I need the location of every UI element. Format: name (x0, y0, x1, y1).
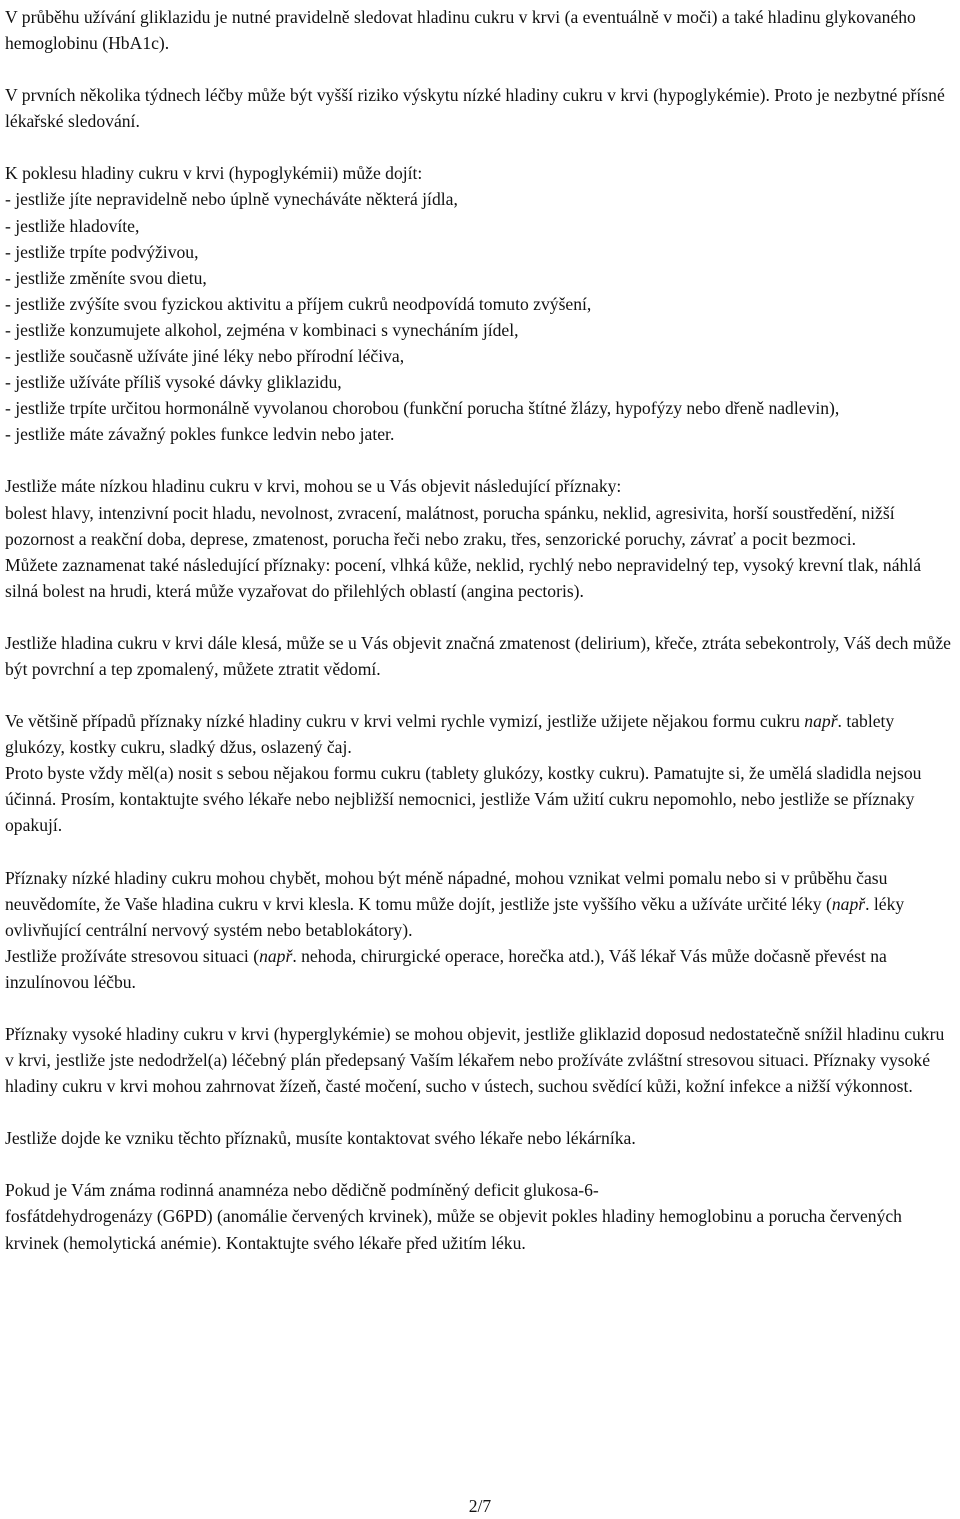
missing-symptoms-part: . léky ovlivňující centrální nervový systém nebo betablokátory). (5, 893, 905, 940)
section-sugar-remedy (5, 708, 955, 838)
list-item: - jestliže konzumujete alkohol, zejména v kombinaci s vynecháním jídel, (5, 319, 519, 340)
paragraph-contact-doctor: Jestliže dojde ke vzniku těchto příznaků, musíte kontaktovat svého lékaře nebo lékárníka. (5, 1128, 636, 1149)
section-hypoglycemia-symptoms (5, 473, 955, 603)
symptoms-additional: Můžete zaznamenat také následující příznaky: pocení, vlhká kůže, neklid, rychlý nebo nepravidelný tep, vysoký krevní tlak, náhlá silná bolest na hrudi, která může vyzařovat do přilehlých oblastí (angina pectoris). (5, 554, 922, 601)
list-item: - jestliže máte závažný pokles funkce ledvin nebo jater. (5, 424, 395, 445)
remedy-text (5, 708, 955, 760)
remedy-text-abbrev: např (804, 711, 838, 732)
symptoms-list-text: bolest hlavy, intenzivní pocit hladu, nevolnost, zvracení, malátnost, porucha spánku, neklid, agresivita, horší soustředění, nižší pozornost a reakční doba, deprese, zmatenost, porucha řeči nebo zraku, třes, senzorické poruchy, závrať a pocit bezmoci. (5, 502, 895, 549)
carry-sugar-text: Proto byste vždy měl(a) nosit s sebou nějakou formu cukru (tablety glukózy, kostky cukru). Pamatujte si, že umělá sladidla nejsou účinná. Prosím, kontaktujte svého lékaře nebo nejbližší nemocnici, jestliže Vám užití cukru nepomohlo, nebo jestliže se příznaky opakují. (5, 763, 922, 836)
list-item: - jestliže trpíte určitou hormonálně vyvolanou chorobou (funkční porucha štítné žlázy, hypofýzy nebo dřeně nadlevin), (5, 398, 840, 419)
section-hypoglycemia-causes (5, 160, 955, 447)
section-g6pd (5, 1177, 955, 1255)
section-missing-symptoms (5, 865, 955, 995)
list-item: - jestliže změníte svou dietu, (5, 267, 207, 288)
list-item: - jestliže užíváte příliš vysoké dávky gliklazidu, (5, 372, 342, 393)
symptoms-intro: Jestliže máte nízkou hladinu cukru v krvi, mohou se u Vás objevit následující příznaky: (5, 476, 622, 497)
paragraph-monitoring: V průběhu užívání gliklazidu je nutné pravidelně sledovat hladinu cukru v krvi (a eventuálně v moči) a také hladinu glykovaného hemoglobinu (HbA1c). (5, 7, 916, 54)
remedy-text-part: . tablety glukózy, kostky cukru, sladký džus, oslazený čaj. (5, 711, 895, 758)
paragraph-hyperglycemia: Příznaky vysoké hladiny cukru v krvi (hyperglykémie) se mohou objevit, jestliže gliklazid doposud nedostatečně snížil hladinu cukru v krvi, jestliže jste nedodržel(a) léčebný plán předepsaný Vaším lékařem nebo prožíváte zvláštní stresovou situaci. Příznaky vysoké hladiny cukru v krvi mohou zahrnovat žízeň, časté močení, sucho v ústech, suchou svědící kůži, kožní infekce a nižší výkonnost. (5, 1024, 945, 1097)
causes-intro: K poklesu hladiny cukru v krvi (hypoglykémii) může dojít: (5, 163, 423, 184)
list-item: - jestliže hladovíte, (5, 215, 140, 236)
remedy-text-part: Ve většině případů příznaky nízké hladiny cukru v krvi velmi rychle vymizí, jestliže užijete nějakou formu cukru (5, 711, 805, 732)
list-item: - jestliže zvýšíte svou fyzickou aktivitu a příjem cukrů neodpovídá tomuto zvýšení, (5, 293, 592, 314)
paragraph-severe-hypoglycemia: Jestliže hladina cukru v krvi dále klesá, může se u Vás objevit značná zmatenost (delirium), křeče, ztráta sebekontroly, Váš dech může být povrchní a tep zpomalený, můžete ztratit vědomí. (5, 632, 951, 679)
causes-list (5, 186, 955, 447)
g6pd-line-1: Pokud je Vám známa rodinná anamnéza nebo dědičně podmíněný deficit glukosa-6- (5, 1180, 599, 1201)
stress-situation-part: Jestliže prožíváte stresovou situaci ( (5, 945, 260, 966)
stress-situation-abbrev: např (259, 945, 293, 966)
missing-symptoms-part: Příznaky nízké hladiny cukru mohou chybět, mohou být méně nápadné, mohou vznikat velmi pomalu nebo si v průběhu času neuvědomíte, že Vaše hladina cukru v krvi klesla. K tomu může dojít, jestliže jste vyššího věku a užíváte určité léky ( (5, 867, 888, 914)
list-item: - jestliže jíte nepravidelně nebo úplně vynecháváte některá jídla, (5, 189, 458, 210)
page-number: 2/7 (468, 1496, 492, 1516)
document-page (5, 4, 955, 1256)
g6pd-line-2: fosfátdehydrogenázy (G6PD) (anomálie červených krvinek), může se objevit pokles hladiny hemoglobinu a porucha červených krvinek (hemolytická anémie). Kontaktujte svého lékaře před užitím léku. (5, 1206, 902, 1253)
missing-symptoms-text (5, 865, 955, 943)
stress-situation-part: . nehoda, chirurgické operace, horečka atd.), Váš lékař Vás může dočasně převést na inzulínovou léčbu. (5, 945, 887, 992)
stress-situation-text (5, 943, 955, 995)
list-item: - jestliže současně užíváte jiné léky nebo přírodní léčiva, (5, 346, 405, 367)
paragraph-early-risk: V prvních několika týdnech léčby může být vyšší riziko výskytu nízké hladiny cukru v krvi (hypoglykémie). Proto je nezbytné přísné lékařské sledování. (5, 85, 945, 132)
list-item: - jestliže trpíte podvýživou, (5, 241, 199, 262)
missing-symptoms-abbrev: např (831, 893, 866, 914)
